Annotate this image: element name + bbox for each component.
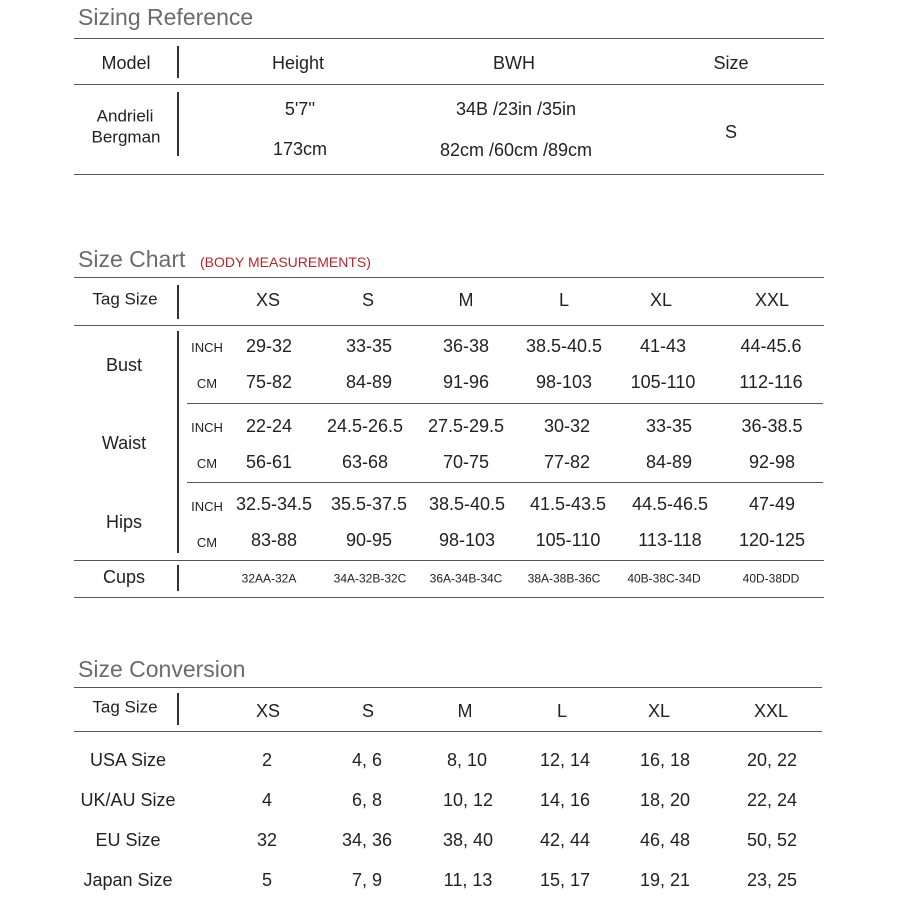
conv-cell: 12, 14 — [539, 750, 591, 771]
conv-cell: 50, 52 — [746, 830, 798, 851]
unit-inch: INCH — [191, 498, 223, 514]
hips-cm-xxl: 120-125 — [738, 530, 806, 551]
row-label-cups: Cups — [102, 567, 146, 588]
conv-cell: 7, 9 — [351, 870, 383, 891]
conv-cell: 42, 44 — [539, 830, 591, 851]
conv-cell: 46, 48 — [639, 830, 691, 851]
conv-cell: 18, 20 — [639, 790, 691, 811]
divider — [177, 565, 179, 591]
conv-cell: 20, 22 — [746, 750, 798, 771]
row-label-waist: Waist — [101, 433, 147, 454]
divider — [74, 560, 824, 561]
model-first-name: Andrieli — [96, 106, 154, 126]
waist-cm-l: 77-82 — [543, 452, 591, 473]
bwh-imperial: 34B /23in /35in — [455, 99, 577, 120]
model-size: S — [724, 122, 738, 143]
bust-cm-m: 91-96 — [442, 372, 490, 393]
bwh-metric: 82cm /60cm /89cm — [439, 140, 593, 161]
size-header-xs: XS — [255, 290, 281, 311]
divider — [187, 482, 823, 483]
hips-inch-s: 35.5-37.5 — [330, 494, 408, 515]
divider — [74, 731, 822, 732]
size-chart-subtitle: (BODY MEASUREMENTS) — [200, 254, 371, 270]
conv-cell: 32 — [256, 830, 278, 851]
size-header-l: L — [558, 290, 570, 311]
divider — [177, 693, 179, 725]
divider — [177, 331, 179, 553]
conv-cell: 8, 10 — [446, 750, 488, 771]
unit-inch: INCH — [191, 419, 223, 435]
cups-l: 38A-38B-36C — [527, 571, 601, 586]
divider — [74, 687, 822, 688]
height-imperial: 5'7'' — [284, 99, 316, 120]
cups-xl: 40B-38C-34D — [627, 571, 701, 586]
waist-cm-xl: 84-89 — [645, 452, 693, 473]
divider — [74, 38, 824, 39]
divider — [74, 277, 824, 278]
conv-cell: 4 — [261, 790, 273, 811]
conv-cell: 6, 8 — [351, 790, 383, 811]
waist-cm-s: 63-68 — [341, 452, 389, 473]
size-header-xxl: XXL — [754, 290, 790, 311]
conv-cell: 4, 6 — [351, 750, 383, 771]
header-model: Model — [101, 53, 151, 74]
bust-inch-xs: 29-32 — [245, 336, 293, 357]
model-last-name: Bergman — [91, 127, 161, 147]
tag-size-label: Tag Size — [92, 697, 158, 717]
waist-inch-xl: 33-35 — [645, 416, 693, 437]
conv-cell: 23, 25 — [746, 870, 798, 891]
row-label-hips: Hips — [105, 512, 143, 533]
conv-row-label: USA Size — [89, 750, 167, 771]
hips-inch-l: 41.5-43.5 — [529, 494, 607, 515]
hips-cm-s: 90-95 — [345, 530, 393, 551]
size-header-s: S — [361, 290, 375, 311]
conv-header-s: S — [361, 701, 375, 722]
divider — [187, 403, 823, 404]
unit-cm: CM — [196, 534, 218, 550]
waist-cm-xs: 56-61 — [245, 452, 293, 473]
conv-header-xxl: XXL — [753, 701, 789, 722]
hips-inch-m: 38.5-40.5 — [428, 494, 506, 515]
hips-inch-xs: 32.5-34.5 — [235, 494, 313, 515]
divider — [177, 92, 179, 156]
hips-cm-l: 105-110 — [535, 530, 601, 551]
unit-inch: INCH — [191, 339, 223, 355]
bust-inch-xl: 41-43 — [639, 336, 687, 357]
bust-cm-xl: 105-110 — [630, 372, 696, 393]
conv-row-label: EU Size — [95, 830, 161, 851]
row-label-bust: Bust — [105, 355, 143, 376]
waist-inch-l: 30-32 — [543, 416, 591, 437]
conv-row-label: Japan Size — [83, 870, 173, 891]
cups-m: 36A-34B-34C — [429, 571, 503, 586]
waist-cm-m: 70-75 — [442, 452, 490, 473]
waist-inch-xs: 22-24 — [245, 416, 293, 437]
sizing-reference-title: Sizing Reference — [78, 4, 254, 30]
conv-header-m: M — [457, 701, 473, 722]
conv-row-label: UK/AU Size — [80, 790, 176, 811]
unit-cm: CM — [196, 375, 218, 391]
divider — [74, 325, 824, 326]
conv-header-l: L — [556, 701, 568, 722]
tag-size-label: Tag Size — [92, 289, 158, 309]
bust-cm-xs: 75-82 — [245, 372, 293, 393]
bust-inch-m: 36-38 — [442, 336, 490, 357]
divider — [177, 46, 179, 78]
bust-cm-l: 98-103 — [535, 372, 593, 393]
cups-s: 34A-32B-32C — [333, 571, 407, 586]
conv-cell: 19, 21 — [639, 870, 691, 891]
size-conversion-title: Size Conversion — [78, 656, 246, 682]
conv-cell: 14, 16 — [539, 790, 591, 811]
waist-inch-s: 24.5-26.5 — [326, 416, 404, 437]
height-metric: 173cm — [272, 139, 328, 160]
conv-cell: 34, 36 — [341, 830, 393, 851]
hips-inch-xl: 44.5-46.5 — [631, 494, 709, 515]
conv-cell: 38, 40 — [442, 830, 494, 851]
header-bwh: BWH — [493, 53, 535, 74]
conv-header-xl: XL — [647, 701, 671, 722]
size-chart-title: Size Chart — [78, 246, 186, 272]
cups-xxl: 40D-38DD — [742, 571, 800, 586]
conv-cell: 5 — [261, 870, 273, 891]
bust-inch-xxl: 44-45.6 — [740, 336, 802, 357]
divider — [177, 285, 179, 319]
header-height: Height — [271, 53, 325, 74]
bust-inch-s: 33-35 — [345, 336, 393, 357]
hips-cm-xs: 83-88 — [250, 530, 298, 551]
conv-header-xs: XS — [255, 701, 281, 722]
divider — [74, 597, 824, 598]
bust-cm-s: 84-89 — [345, 372, 393, 393]
header-size: Size — [713, 53, 749, 74]
cups-xs: 32AA-32A — [241, 571, 297, 586]
conv-cell: 11, 13 — [443, 870, 493, 891]
bust-cm-xxl: 112-116 — [739, 372, 803, 393]
divider — [74, 84, 824, 85]
waist-cm-xxl: 92-98 — [748, 452, 796, 473]
waist-inch-m: 27.5-29.5 — [427, 416, 505, 437]
bust-inch-l: 38.5-40.5 — [525, 336, 603, 357]
divider — [74, 174, 824, 175]
hips-cm-xl: 113-118 — [638, 530, 702, 551]
conv-cell: 2 — [261, 750, 273, 771]
conv-cell: 10, 12 — [442, 790, 494, 811]
hips-inch-xxl: 47-49 — [748, 494, 796, 515]
size-header-xl: XL — [649, 290, 673, 311]
conv-cell: 16, 18 — [639, 750, 691, 771]
size-header-m: M — [458, 290, 474, 311]
hips-cm-m: 98-103 — [438, 530, 496, 551]
conv-cell: 15, 17 — [539, 870, 591, 891]
waist-inch-xxl: 36-38.5 — [741, 416, 803, 437]
unit-cm: CM — [196, 455, 218, 471]
conv-cell: 22, 24 — [746, 790, 798, 811]
